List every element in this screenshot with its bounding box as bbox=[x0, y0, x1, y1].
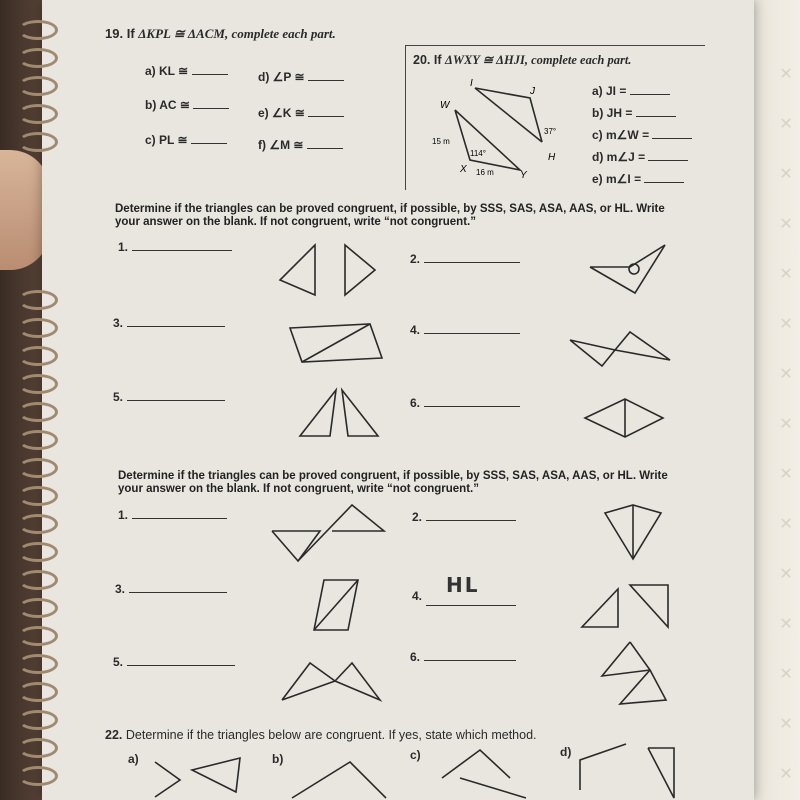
q22-label-d: d) bbox=[560, 745, 572, 759]
set1-figure-4 bbox=[570, 322, 675, 372]
set2-item-5: 5. bbox=[113, 655, 235, 669]
label-side-15m: 15 m bbox=[432, 137, 450, 146]
set2-figure-6 bbox=[600, 640, 670, 706]
set2-item-3: 3. bbox=[115, 582, 227, 596]
q22-figure-b bbox=[290, 760, 390, 800]
label-angle-114: 114° bbox=[470, 149, 486, 158]
q22-label-c: c) bbox=[410, 748, 421, 762]
label-w: W bbox=[440, 100, 450, 111]
q20-divider bbox=[405, 45, 406, 190]
q19-part-f: f) ∠M ≅ bbox=[258, 138, 343, 152]
q20-part-c: c) m∠W = bbox=[592, 128, 692, 142]
set2-figure-1 bbox=[272, 503, 387, 563]
set1-figure-1 bbox=[280, 240, 380, 300]
q20-part-d: d) m∠J = bbox=[592, 150, 688, 164]
set2-figure-2 bbox=[605, 505, 663, 561]
set2-item-1: 1. bbox=[118, 508, 227, 522]
directions-set2: Determine if the triangles can be proved congruent, if possible, by SSS, SAS, ASA, AAS, or HL. Write your answer on the blank. If not congruent, write “not congruent.” bbox=[118, 470, 668, 495]
q20-part-e: e) m∠I = bbox=[592, 172, 684, 186]
set2-figure-3 bbox=[312, 578, 362, 632]
q19-part-d: d) ∠P ≅ bbox=[258, 70, 344, 84]
q20-part-b: b) JH = bbox=[592, 106, 676, 120]
set1-figure-6 bbox=[585, 397, 665, 439]
set1-figure-3 bbox=[290, 320, 385, 365]
set1-figure-2 bbox=[590, 245, 670, 295]
q20-header: 20. If ΔWXY ≅ ΔHJI, complete each part. bbox=[413, 53, 632, 67]
triangle-wxy bbox=[455, 110, 520, 170]
set1-item-3: 3. bbox=[113, 316, 225, 330]
label-j: J bbox=[530, 86, 535, 97]
set1-item-6: 6. bbox=[410, 396, 520, 410]
set1-item-2: 2. bbox=[410, 252, 520, 266]
set1-item-1: 1. bbox=[118, 240, 232, 254]
q22-figure-a bbox=[150, 752, 245, 800]
directions-set1: Determine if the triangles can be proved congruent, if possible, by SSS, SAS, ASA, AAS, or HL. Write your answer on the blank. If not congruent, write “not congruent.” bbox=[115, 203, 665, 228]
set1-figure-5 bbox=[298, 388, 383, 440]
q20-figure bbox=[430, 80, 580, 180]
handwritten-answer: HL bbox=[446, 573, 480, 597]
label-y: Y bbox=[520, 170, 527, 181]
label-h: H bbox=[548, 152, 556, 163]
set1-item-5: 5. bbox=[113, 390, 225, 404]
label-x: X bbox=[460, 164, 467, 175]
q20-part-a: a) JI = bbox=[592, 84, 670, 98]
set1-item-4: 4. bbox=[410, 323, 520, 337]
set2-figure-5 bbox=[280, 655, 385, 703]
q19-part-b: b) AC ≅ bbox=[145, 98, 229, 112]
q20-border bbox=[405, 45, 705, 46]
q22-figure-c bbox=[440, 748, 530, 800]
q19-header: 19. If ΔKPL ≅ ΔACM, complete each part. bbox=[105, 26, 336, 41]
set2-figure-4 bbox=[580, 577, 672, 635]
q22-label-a: a) bbox=[128, 752, 139, 766]
q22-figure-d bbox=[578, 740, 678, 800]
q19-part-a: a) KL ≅ bbox=[145, 64, 228, 78]
q19-part-e: e) ∠K ≅ bbox=[258, 106, 344, 120]
q19-part-c: c) PL ≅ bbox=[145, 133, 227, 147]
q22-label-b: b) bbox=[272, 752, 284, 766]
label-side-16m: 16 m bbox=[476, 168, 494, 177]
set2-item-2: 2. bbox=[412, 510, 516, 524]
set2-item-6: 6. bbox=[410, 650, 516, 664]
label-i: I bbox=[470, 78, 473, 89]
set2-item-4: 4. HL bbox=[412, 581, 516, 606]
label-angle-37: 37° bbox=[544, 127, 557, 136]
q22-header: 22. Determine if the triangles below are congruent. If yes, state which method. bbox=[105, 728, 537, 742]
